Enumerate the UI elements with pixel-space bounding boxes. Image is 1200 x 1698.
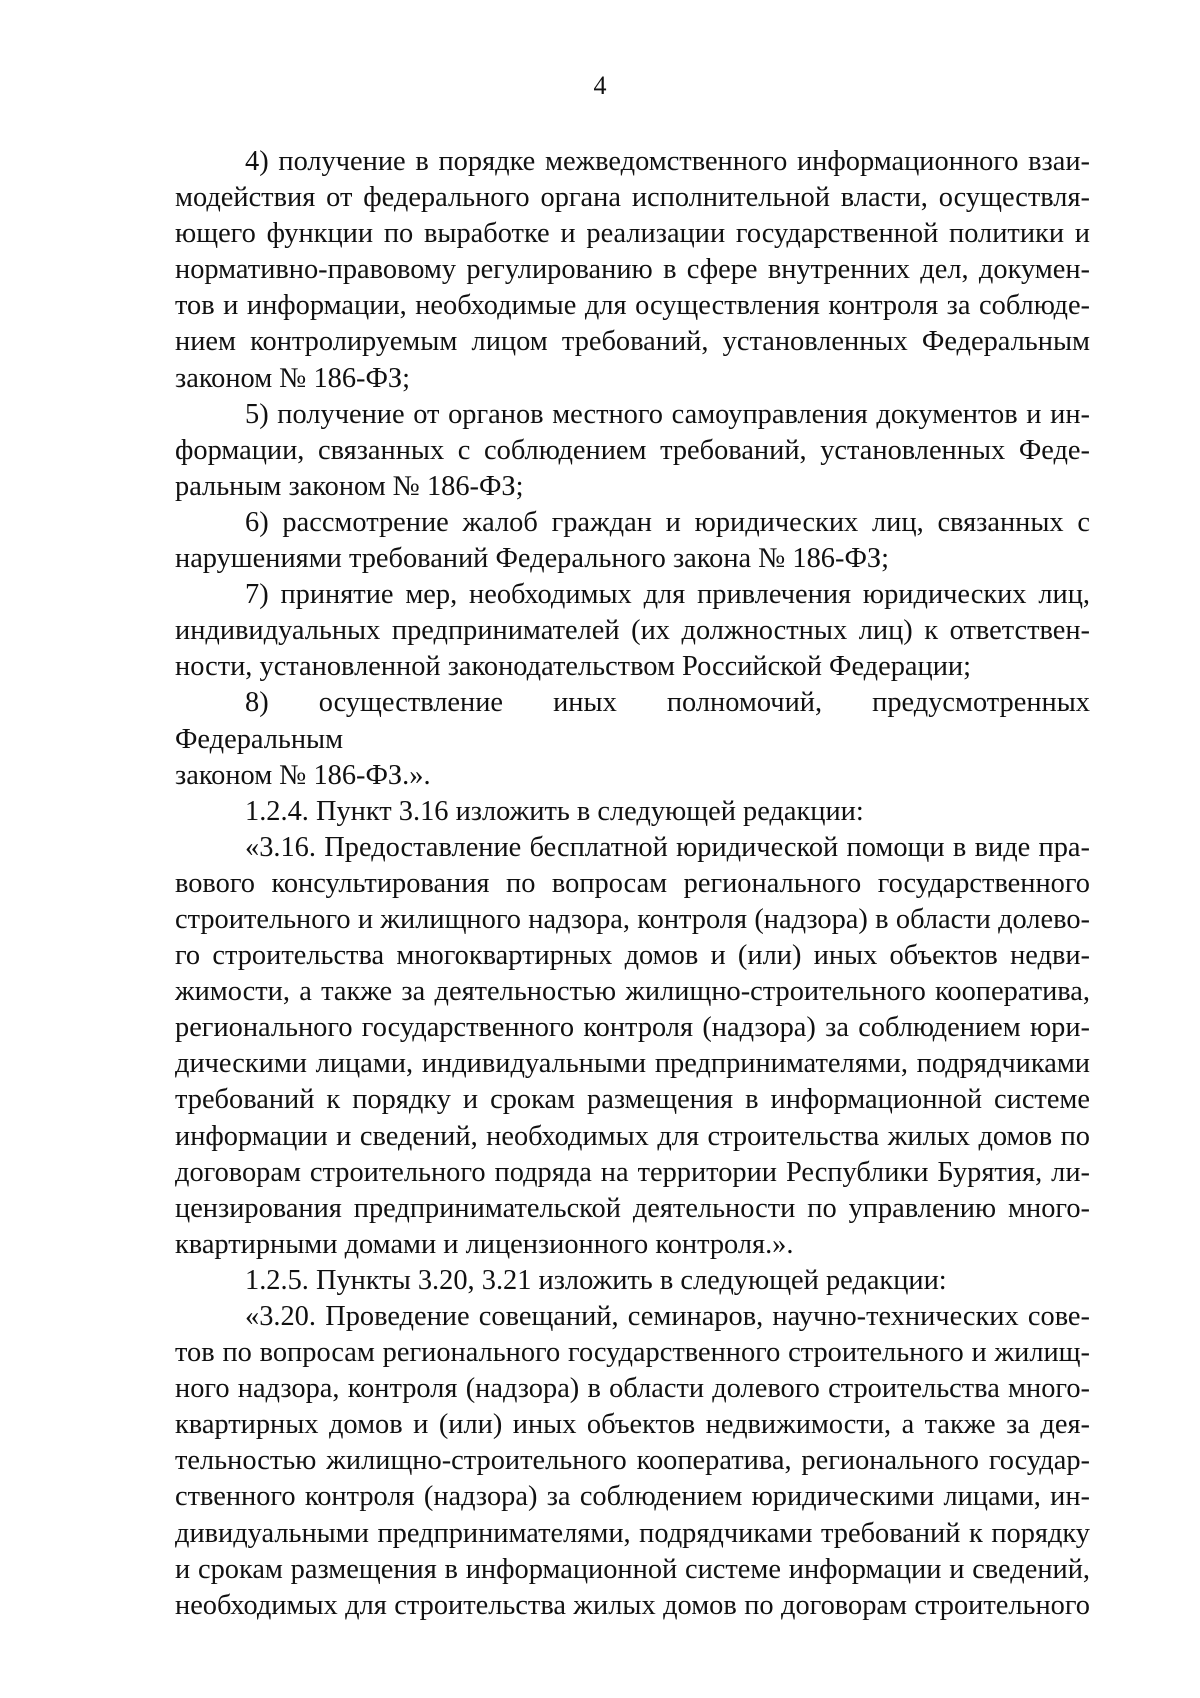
text-line: и срокам размещения в информационной системе информации и сведений, <box>175 1553 1090 1585</box>
text-line: 1.2.4. Пункт 3.16 изложить в следующей редакции: <box>245 795 864 827</box>
text-line: го строительства многоквартирных домов и (или) иных объектов недви- <box>175 940 1090 972</box>
text-line: строительного и жилищного надзора, контроля (надзора) в области долево- <box>175 903 1090 935</box>
document-body <box>175 144 1090 1624</box>
paragraph-section-1-2-5 <box>175 1263 1090 1299</box>
text-line: дивидуальными предпринимателями, подрядчиками требований к порядку <box>175 1517 1090 1549</box>
text-line: индивидуальных предпринимателей (их должностных лиц) к ответствен- <box>175 615 1090 647</box>
paragraph-item-5 <box>175 397 1090 505</box>
text-line: регионального государственного контроля (надзора) за соблюдением юри- <box>175 1012 1090 1044</box>
text-line: жимости, а также за деятельностью жилищно-строительного кооператива, <box>175 976 1090 1008</box>
text-line: квартирными домами и лицензионного контроля.». <box>175 1228 794 1260</box>
text-line: ности, установленной законодательством Российской Федерации; <box>175 651 971 683</box>
text-line: 5) получение от органов местного самоуправления документов и ин- <box>245 398 1090 430</box>
text-line: 1.2.5. Пункты 3.20, 3.21 изложить в следующей редакции: <box>245 1264 947 1296</box>
page-number: 4 <box>593 71 607 100</box>
text-line: нарушениями требований Федерального закона № 186-ФЗ; <box>175 543 889 575</box>
paragraph-item-4 <box>175 144 1090 397</box>
text-line: 7) принятие мер, необходимых для привлечения юридических лиц, <box>245 579 1090 611</box>
text-line: тельностью жилищно-строительного кооператива, регионального государ- <box>175 1445 1090 1477</box>
text-line: нием контролируемым лицом требований, установленных Федеральным <box>175 326 1090 358</box>
paragraph-item-8 <box>175 685 1090 793</box>
text-line: формации, связанных с соблюдением требований, установленных Феде- <box>175 434 1090 466</box>
text-line: законом № 186-ФЗ.». <box>175 759 431 791</box>
text-line: ного надзора, контроля (надзора) в области долевого строительства много- <box>175 1373 1090 1405</box>
text-line: «3.20. Проведение совещаний, семинаров, научно-технических сове- <box>245 1301 1090 1332</box>
text-line: ральным законом № 186-ФЗ; <box>175 470 524 502</box>
paragraph-section-1-2-4 <box>175 794 1090 830</box>
paragraph-item-7 <box>175 577 1090 685</box>
text-line: цензирования предпринимательской деятельности по управлению много- <box>175 1192 1090 1224</box>
text-line: вового консультирования по вопросам регионального государственного <box>175 867 1090 899</box>
text-line: квартирных домов и (или) иных объектов недвижимости, а также за дея- <box>175 1409 1090 1441</box>
paragraph-clause-3-20 <box>175 1299 1090 1624</box>
text-line: дическими лицами, индивидуальными предпринимателями, подрядчиками <box>175 1048 1090 1080</box>
paragraph-item-6 <box>175 505 1090 577</box>
text-line: нормативно-правовому регулированию в сфере внутренних дел, докумен- <box>175 254 1090 286</box>
text-line: ющего функции по выработке и реализации государственной политики и <box>175 218 1090 250</box>
text-line: модействия от федерального органа исполнительной власти, осуществля- <box>175 182 1090 214</box>
text-line: информации и сведений, необходимых для строительства жилых домов по <box>175 1120 1090 1152</box>
text-line: «3.16. Предоставление бесплатной юридической помощи в виде пра- <box>245 831 1090 863</box>
text-line: ственного контроля (надзора) за соблюдением юридическими лицами, ин- <box>175 1481 1090 1513</box>
text-line: 4) получение в порядке межведомственного информационного взаи- <box>245 146 1090 177</box>
text-line: требований к порядку и срокам размещения в информационной системе <box>175 1084 1090 1116</box>
text-line: тов по вопросам регионального государственного строительного и жилищ- <box>175 1337 1090 1369</box>
text-line: договорам строительного подряда на территории Республики Бурятия, ли- <box>175 1156 1090 1188</box>
text-line: 6) рассмотрение жалоб граждан и юридических лиц, связанных с <box>245 506 1090 538</box>
text-line: необходимых для строительства жилых домов по договорам строительного <box>175 1589 1090 1621</box>
text-line: 8) осуществление иных полномочий, предусмотренных Федеральным <box>175 687 1090 755</box>
text-line: тов и информации, необходимые для осуществления контроля за соблюде- <box>175 290 1090 322</box>
text-line: законом № 186-ФЗ; <box>175 362 411 394</box>
paragraph-clause-3-16 <box>175 830 1090 1263</box>
